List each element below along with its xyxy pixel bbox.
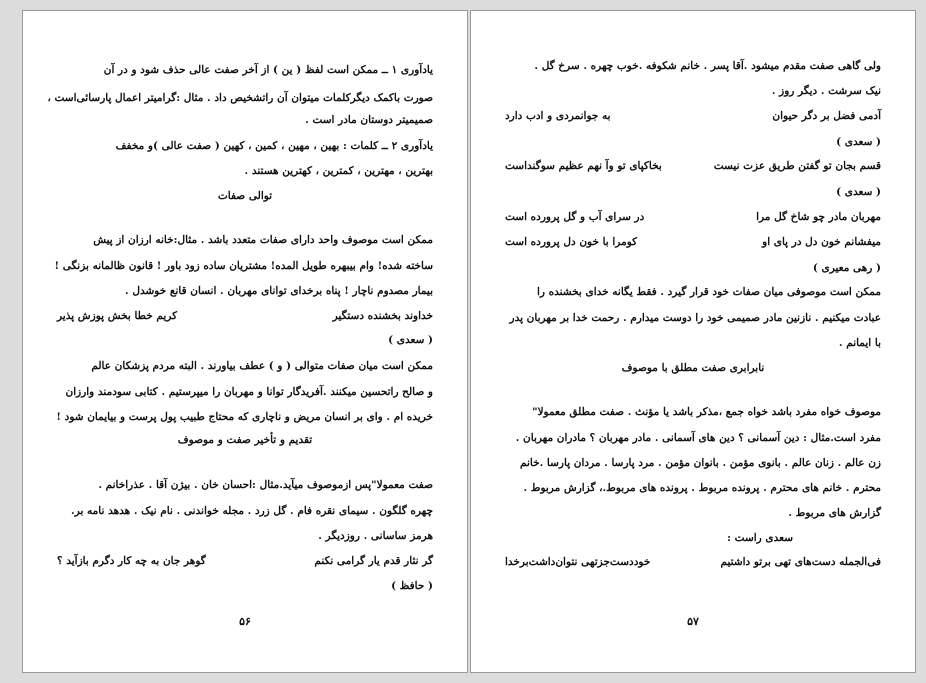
verse-hemistich-left: گوهر جان به چه کار دگرم بازآید ؟ xyxy=(57,555,206,567)
text-line: گزارش های مربوط . xyxy=(788,507,881,519)
verse-hemistich-right: مهربان مادر چو شاخ گل مرا xyxy=(756,211,881,223)
text-line: یادآوری ۲ ــ کلمات : بهین ، مهین ، کمین ، کهین ( صفت عالی )و مخفف xyxy=(115,140,433,152)
text-line: ممکن است میان صفات متوالی ( و ) عطف بیاورند . البته مردم پزشکان عالم xyxy=(91,360,433,372)
text-line: بیمار مصدوم ناچار ! پناه برخدای توانای مهربان . انسان قانع خوشدل . xyxy=(125,285,433,297)
poem-verse xyxy=(505,555,881,569)
section-heading: نابرابری صفت مطلق با موصوف xyxy=(621,362,765,374)
document-page-left xyxy=(22,10,468,673)
text-line: ممکن است موصوفی میان صفات خود قرار گیرد . فقط یگانه خدای بخشنده را xyxy=(536,286,881,298)
poet-intro: سعدی راست : xyxy=(727,532,793,544)
text-line: مفرد است.مثال : دین آسمانی ؟ دین های آسمانی . مادر مهربان ؟ مادران مهربان . xyxy=(515,432,881,444)
verse-hemistich-left: در سرای آب و گل پرورده است xyxy=(505,211,645,223)
text-line: عبادت میکنیم . نازنین مادر صمیمی خود را دوست میدارم . رحمت خدا بر مهربان پدر xyxy=(509,312,881,324)
section-heading: تقدیم و تأخیر صفت و موصوف xyxy=(177,434,313,446)
verse-hemistich-left: کریم خطا بخش پوزش پذیر xyxy=(57,310,178,322)
verse-source: ( سعدی ) xyxy=(836,136,881,148)
verse-hemistich-right: قسم بجان تو گفتن طریق عزت نیست xyxy=(713,160,881,172)
verse-source: ( سعدی ) xyxy=(836,186,881,198)
verse-hemistich-left: کومرا با خون دل پرورده است xyxy=(505,236,638,248)
verse-hemistich-right: خداوند بخشنده دستگیر xyxy=(332,310,433,322)
poem-verse xyxy=(505,210,881,224)
page-number: ۵۷ xyxy=(687,615,699,628)
text-line: نیک سرشت . دیگر روز . xyxy=(771,85,881,97)
poem-verse xyxy=(505,109,881,123)
text-line: خریده ام . وای بر انسان مریض و ناچاری که محتاج طبیب پول پرست و بیایمان شود ! xyxy=(56,411,433,423)
verse-source: ( سعدی ) xyxy=(388,334,433,346)
text-line: صمیمیتر دوستان مادر است . xyxy=(305,114,433,126)
text-line: زن عالم . زنان عالم . بانوی مؤمن . بانوان مؤمن . مرد پارسا . مردان پارسا .خانم xyxy=(520,457,881,469)
verse-hemistich-right: گر نثار قدم یار گرامی نکنم xyxy=(314,555,433,567)
verse-hemistich-left: خوددست‌جزتهی نتوان‌داشت‌برخدا xyxy=(505,556,651,568)
text-line: بهترین ، مهترین ، کمترین ، کهترین هستند . xyxy=(244,165,433,177)
verse-hemistich-left: بخاکپای تو وآ نهم عظیم سوگنداست xyxy=(505,160,662,172)
text-line: ممکن است موصوف واحد دارای صفات متعدد باشد . مثال:خانه ارزان از پیش xyxy=(93,234,433,246)
poem-verse xyxy=(57,309,433,323)
text-line: صفت معمولا"پس ازموصوف میآید.مثال :احسان خان . بیژن آقا . عذراخانم . xyxy=(98,479,433,491)
poem-verse xyxy=(505,159,881,173)
verse-source: ( رهی معیری ) xyxy=(812,262,881,274)
text-line: محترم . خانم های محترم . پرونده مربوط . پرونده های مربوط.، گزارش مربوط . xyxy=(523,482,881,494)
text-line: ساخته شده! وام بیبهره طویل المده! مشتریان ساده زود باور ! قانون ظالمانه بزنگی ! xyxy=(54,260,433,272)
text-line: یادآوری ۱ ــ ممکن است لفظ ( ین ) از آخر صفت عالی حذف شود و در آن xyxy=(103,64,433,76)
verse-source: ( حافظ ) xyxy=(391,580,433,592)
document-page-right xyxy=(470,10,916,673)
verse-hemistich-right: آدمی فضل بر دگر حیوان xyxy=(772,110,881,122)
text-line: چهره گلگون . سیمای نقره فام . گل زرد . مجله خواندنی . نام نیک . هدهد نامه بر. xyxy=(71,505,433,517)
text-line: ولی گاهی صفت مقدم میشود .آقا پسر . خانم شکوفه .خوب چهره . سرخ گل . xyxy=(534,60,881,72)
verse-hemistich-right: میفشانم خون دل در پای او xyxy=(762,236,881,248)
text-line: و صالح راتحسین میکنند .آفریدگار توانا و مهربان را میپرستیم . کتابی سودمند وارزان xyxy=(65,386,433,398)
verse-hemistich-right: فی‌الجمله دست‌های تهی برتو داشتیم xyxy=(720,556,881,568)
poem-verse xyxy=(57,554,433,568)
text-line: هرمز ساسانی . روزدیگر . xyxy=(318,530,433,542)
page-number: ۵۶ xyxy=(239,615,251,628)
poem-verse xyxy=(505,235,881,249)
text-line: صورت باکمک دیگرکلمات میتوان آن راتشخیص داد . مثال :گرامیتر اعمال پارسائی‌است ، xyxy=(47,92,433,104)
text-line: موصوف خواه مفرد باشد خواه جمع ،مذکر باشد یا مؤنث . صفت مطلق معمولا" xyxy=(532,406,881,418)
section-heading: توالی صفات xyxy=(217,190,273,202)
text-line: با ایمانم . xyxy=(838,337,881,349)
verse-hemistich-left: به جوانمردی و ادب دارد xyxy=(505,110,611,122)
